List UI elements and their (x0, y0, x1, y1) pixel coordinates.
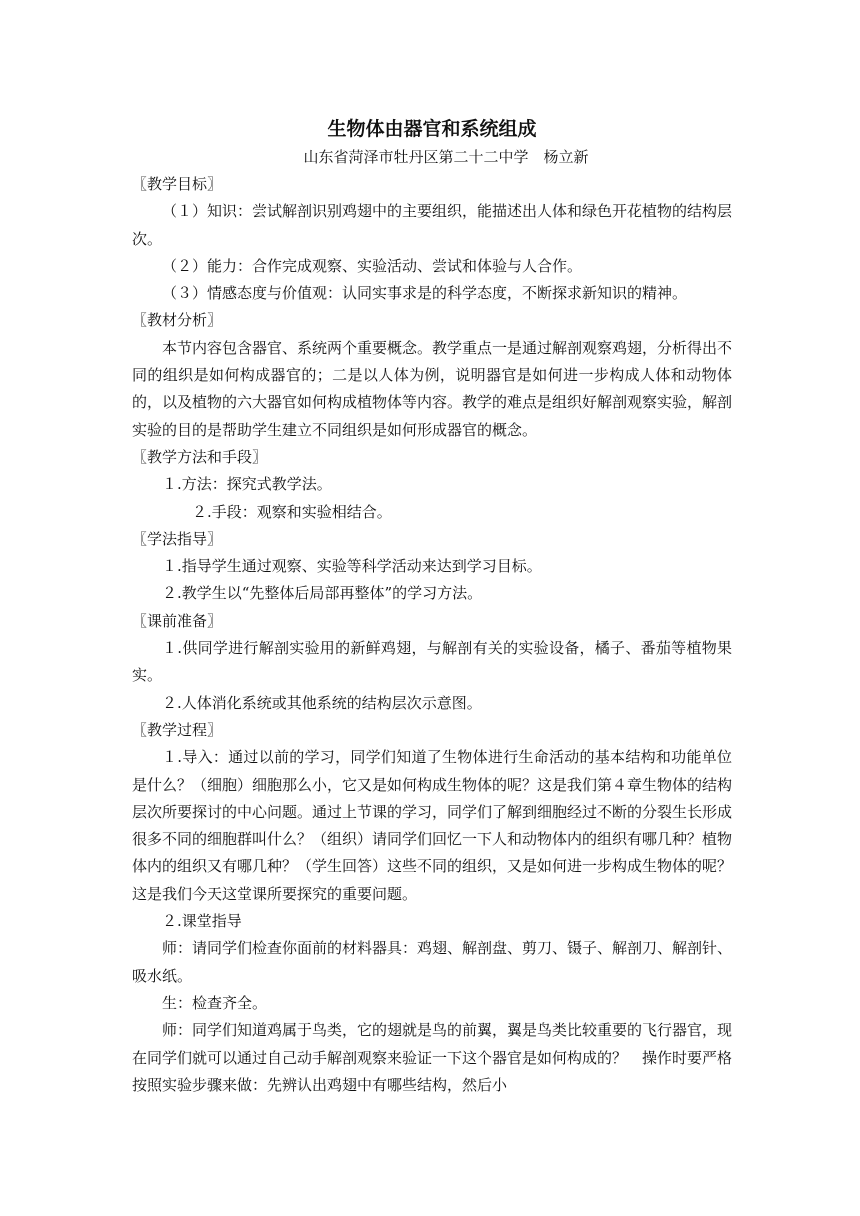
guidance-item-1: １.指导学生通过观察、实验等科学活动来达到学习目标。 (162, 557, 542, 576)
section-heading-process: 〖教学过程〗 (132, 720, 223, 739)
section-heading-analysis: 〖教材分析〗 (132, 311, 223, 330)
section-heading-methods: 〖教学方法和手段〗 (132, 447, 268, 466)
document-author: 山东省菏泽市牡丹区第二十二中学 杨立新 (303, 148, 589, 166)
process-teacher-instructions: 师：同学们知道鸡属于鸟类，它的翅就是鸟的前翼，翼是鸟类比较重要的飞行器官，现在同学们就可以通过自己动手解剖观察来验证一下这个器官是如何构成的？ 操作时要严格按照实验步骤来做：先辨认出鸡翅中有哪些结构，然后小 (132, 1021, 733, 1094)
preparation-item-1: １.供同学进行解剖实验用的新鲜鸡翅，与解剖有关的实验设备，橘子、番茄等植物果实。 (132, 639, 732, 685)
section-heading-preparation: 〖课前准备〗 (132, 611, 223, 630)
methods-item-1: １.方法：探究式教学法。 (162, 475, 332, 494)
document-body (132, 114, 732, 1099)
goals-attitude: （３）情感态度与价值观：认同实事求是的科学态度，不断探求新知识的精神。 (162, 284, 688, 303)
document-title: 生物体由器官和系统组成 (327, 118, 537, 140)
process-classroom-guidance: ２.课堂指导 (162, 912, 242, 931)
goals-knowledge: （１）知识：尝试解剖识别鸡翅中的主要组织，能描述出人体和绿色开花植物的结构层次。 (132, 202, 733, 248)
process-student-reply: 生：检查齐全。 (162, 993, 268, 1012)
analysis-paragraph: 本节内容包含器官、系统两个重要概念。教学重点一是通过解剖观察鸡翅，分析得出不同的组织是如何构成器官的；二是以人体为例，说明器官是如何进一步构成人体和动物体的，以及植物的六大器官如何构成植物体等内容。教学的难点是组织好解剖观察实验，解剖实验的目的是帮助学生建立不同组织是如何形成器官的概念。 (132, 338, 733, 439)
process-teacher-materials: 师：请同学们检查你面前的材料器具：鸡翅、解剖盘、剪刀、镊子、解剖刀、解剖针、吸水纸。 (132, 939, 733, 985)
section-heading-guidance: 〖学法指导〗 (132, 529, 223, 548)
process-intro: １.导入：通过以前的学习，同学们知道了生物体进行生命活动的基本结构和功能单位是什么？（细胞）细胞那么小，它又是如何构成生物体的呢？这是我们第４章生物体的结构层次所要探讨的中心问题。通过上节课的学习，同学们了解到细胞经过不断的分裂生长形成很多不同的细胞群叫什么？（组织）请同学们回忆一下人和动物体内的组织有哪几种？植物体内的组织又有哪几种？（学生回答）这些不同的组织，又是如何进一步构成生物体的呢？这是我们今天这堂课所要探究的重要问题。 (132, 748, 733, 903)
section-heading-goals: 〖教学目标〗 (132, 175, 223, 193)
goals-ability: （２）能力：合作完成观察、实验活动、尝试和体验与人合作。 (162, 256, 583, 275)
guidance-item-2: ２.教学生以“先整体后局部再整体”的学习方法。 (162, 584, 483, 603)
methods-item-2: ２.手段：观察和实验相结合。 (192, 502, 392, 521)
preparation-item-2: ２.人体消化系统或其他系统的结构层次示意图。 (162, 693, 482, 712)
